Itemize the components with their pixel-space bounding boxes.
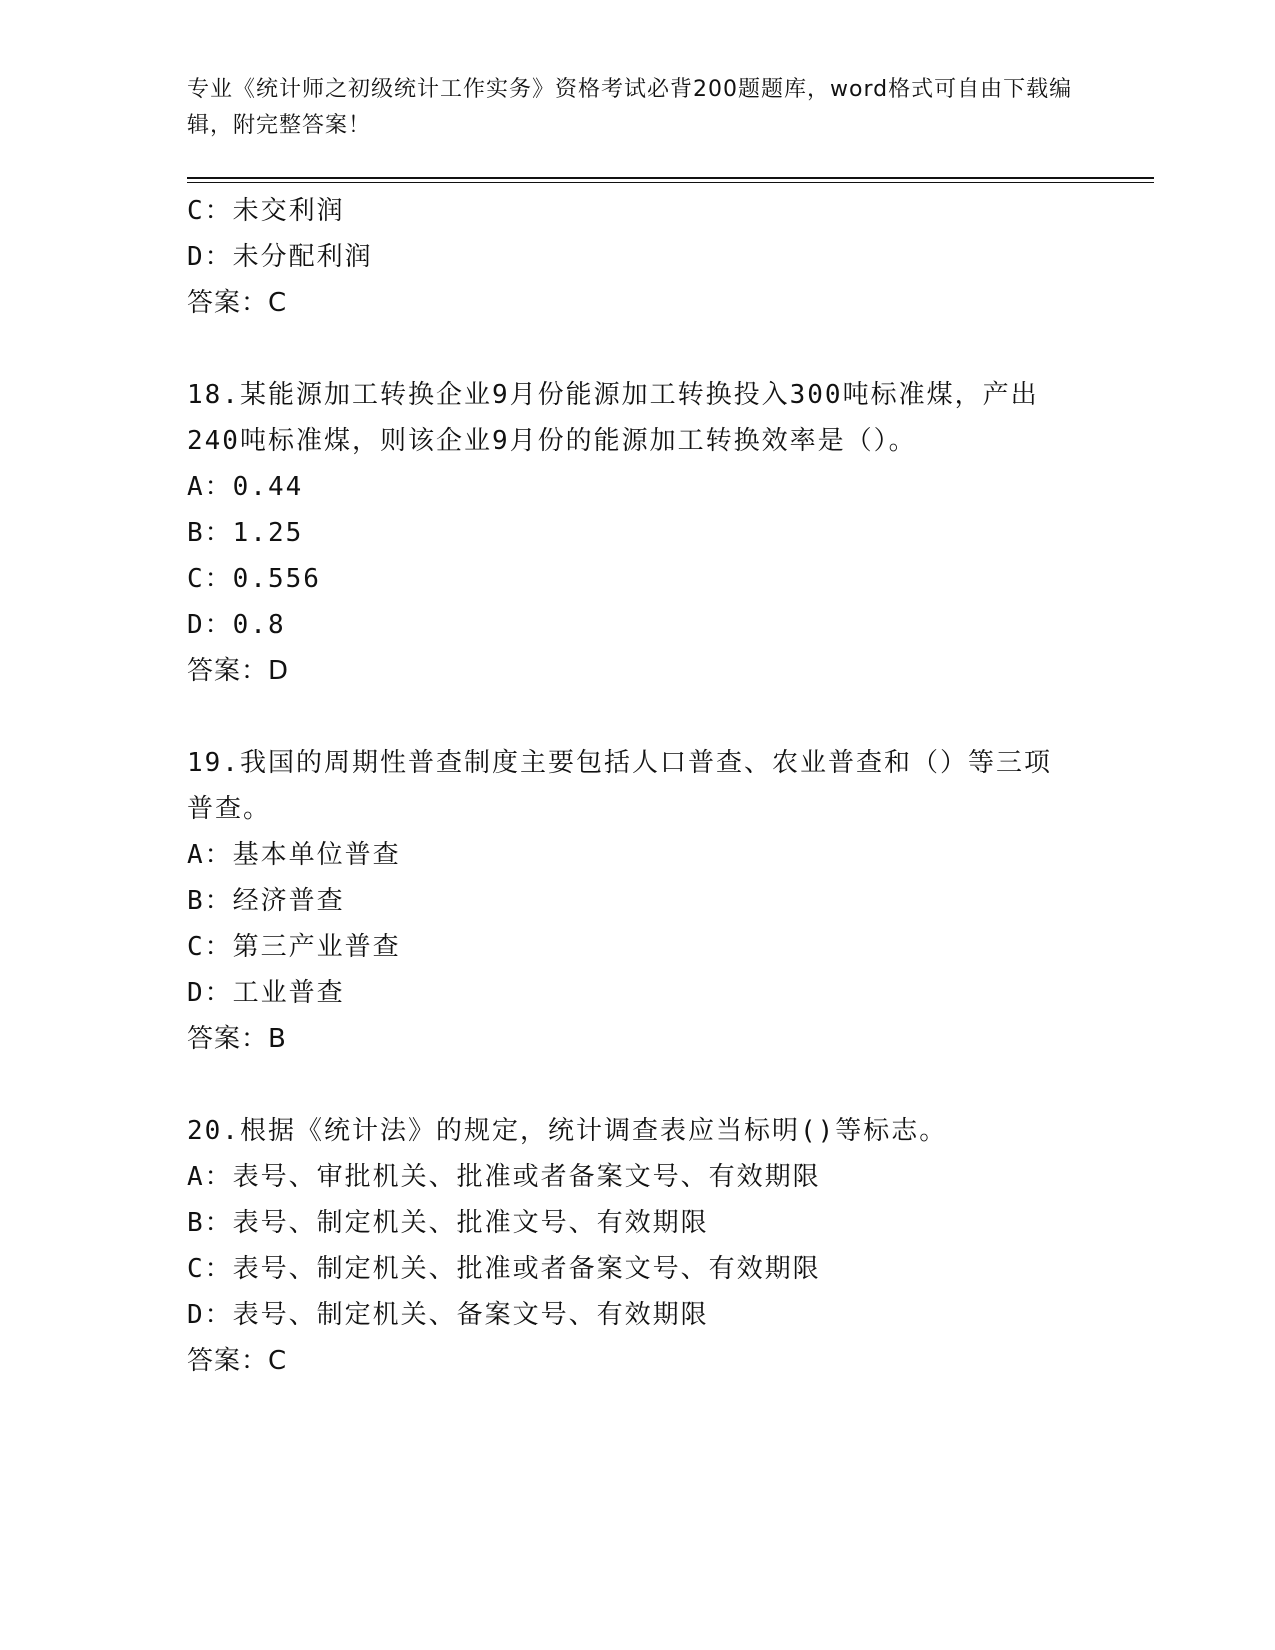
page-content bbox=[187, 188, 1087, 1384]
option-line: C：0.556 bbox=[187, 564, 321, 594]
question-text-line: 240吨标准煤，则该企业9月份的能源加工转换效率是（）。 bbox=[187, 426, 917, 456]
question-18 bbox=[187, 372, 1087, 694]
option-line: C：第三产业普查 bbox=[187, 932, 401, 962]
spacer bbox=[187, 326, 1087, 372]
question-text-line: 19.我国的周期性普查制度主要包括人口普查、农业普查和（）等三项 bbox=[187, 748, 1052, 778]
option-line: A：0.44 bbox=[187, 472, 304, 502]
header-rule-thin bbox=[187, 182, 1154, 183]
answer-line: 答案：C bbox=[187, 288, 288, 318]
header-rule-thick bbox=[187, 177, 1154, 179]
question-20 bbox=[187, 1108, 1087, 1384]
spacer bbox=[187, 1062, 1087, 1108]
option-line: B：经济普查 bbox=[187, 886, 345, 916]
option-line: D：表号、制定机关、备案文号、有效期限 bbox=[187, 1300, 709, 1330]
option-line: B：表号、制定机关、批准文号、有效期限 bbox=[187, 1208, 709, 1238]
option-line: D：工业普查 bbox=[187, 978, 345, 1008]
spacer bbox=[187, 694, 1087, 740]
option-line: D：未分配利润 bbox=[187, 242, 373, 272]
previous-question-tail bbox=[187, 188, 1087, 326]
question-text-line: 18.某能源加工转换企业9月份能源加工转换投入300吨标准煤，产出 bbox=[187, 380, 1039, 410]
answer-line: 答案：B bbox=[187, 1024, 287, 1054]
answer-line: 答案：D bbox=[187, 656, 290, 686]
option-line: A：基本单位普查 bbox=[187, 840, 401, 870]
answer-line: 答案：C bbox=[187, 1346, 288, 1376]
option-line: B：1.25 bbox=[187, 518, 304, 548]
question-text-line: 20.根据《统计法》的规定，统计调查表应当标明()等标志。 bbox=[187, 1116, 948, 1146]
option-line: C：未交利润 bbox=[187, 196, 345, 226]
question-19 bbox=[187, 740, 1087, 1062]
option-line: C：表号、制定机关、批准或者备案文号、有效期限 bbox=[187, 1254, 821, 1284]
document-header: 专业《统计师之初级统计工作实务》资格考试必背200题题库，word格式可自由下载编辑，附完整答案！ bbox=[187, 77, 1073, 138]
question-text-line: 普查。 bbox=[187, 794, 272, 824]
option-line: A：表号、审批机关、批准或者备案文号、有效期限 bbox=[187, 1162, 821, 1192]
option-line: D：0.8 bbox=[187, 610, 286, 640]
